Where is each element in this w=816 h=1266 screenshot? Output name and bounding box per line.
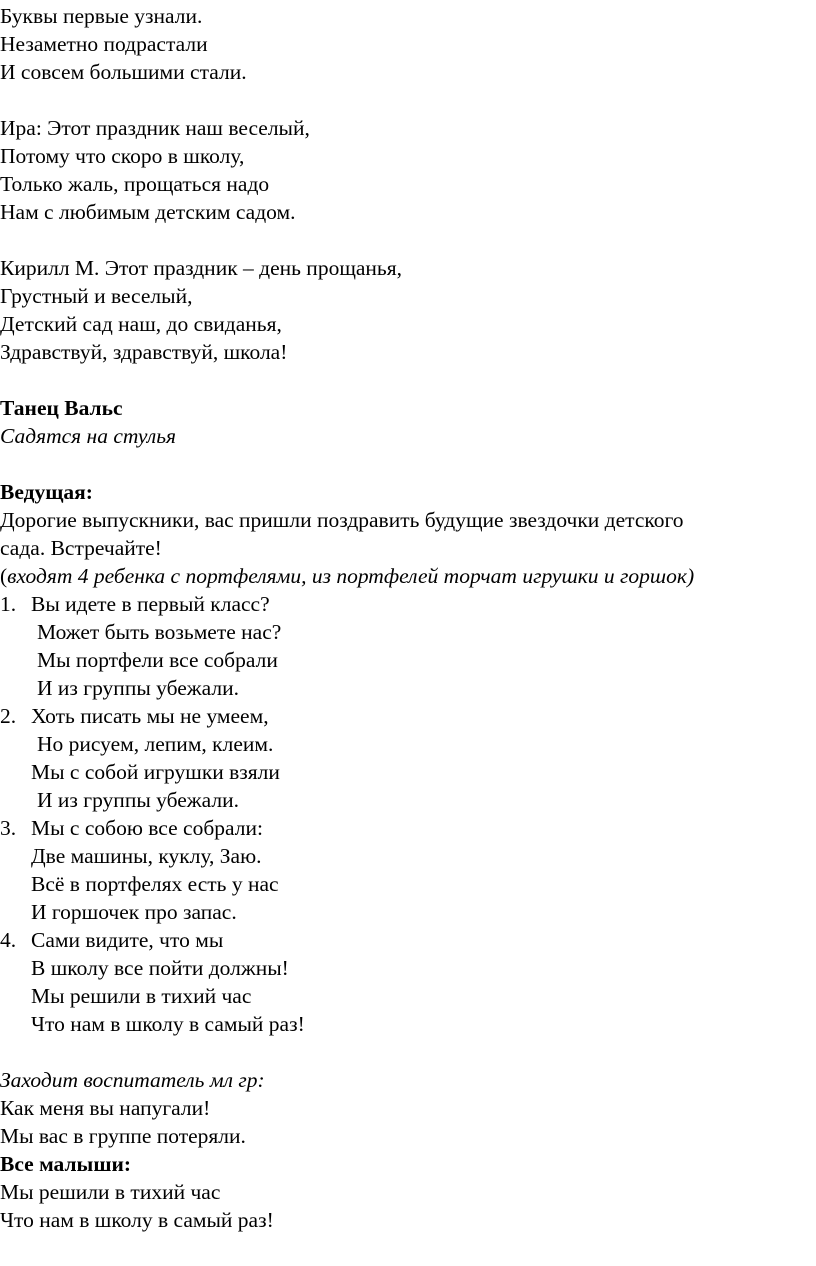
- kirill-line-4: Здравствуй, здравствуй, школа!: [0, 340, 288, 364]
- verse-3-line-1: Мы с собою все собрали:: [31, 816, 263, 840]
- verse-3-line-3: Всё в портфелях есть у нас: [31, 872, 279, 896]
- ira-line-3: Только жаль, прощаться надо: [0, 172, 270, 196]
- verse-1-line-4: И из группы убежали.: [37, 676, 240, 700]
- verse-4-line-3: Мы решили в тихий час: [31, 984, 252, 1008]
- intro-line-3: И совсем большими стали.: [0, 60, 247, 84]
- host-direction: [0, 562, 694, 590]
- kids-line-2: Что нам в школу в самый раз!: [0, 1208, 274, 1232]
- ira-line-4: Нам с любимым детским садом.: [0, 200, 296, 224]
- teacher-direction: Заходит воспитатель мл гр:: [0, 1068, 265, 1092]
- verse-1-line-1: Вы идете в первый класс?: [31, 592, 270, 616]
- verse-2-line-4: И из группы убежали.: [37, 788, 240, 812]
- verse-1-line-3: Мы портфели все собрали: [37, 648, 278, 672]
- verse-3-line-2: Две машины, куклу, Заю.: [31, 844, 262, 868]
- verse-3-line-4: И горшочек про запас.: [31, 900, 237, 924]
- kirill-line-3: Детский сад наш, до свиданья,: [0, 312, 282, 336]
- kids-line-1: Мы решили в тихий час: [0, 1180, 221, 1204]
- teacher-line-1: Как меня вы напугали!: [0, 1096, 211, 1120]
- kirill-line-2: Грустный и веселый,: [0, 284, 193, 308]
- verse-2-line-1: Хоть писать мы не умеем,: [31, 704, 269, 728]
- verse-1-line-2: Может быть возьмете нас?: [37, 620, 282, 644]
- kids-label: Все малыши:: [0, 1152, 132, 1176]
- host-direction-text: входят 4 ребенка с портфелями, из портфелей торчат игрушки и горшок): [7, 564, 695, 588]
- kirill-line-1: Кирилл М. Этот праздник – день прощанья,: [0, 256, 402, 280]
- verse-4-line-4: Что нам в школу в самый раз!: [31, 1012, 305, 1036]
- host-line-1: Дорогие выпускники, вас пришли поздравить будущие звездочки детского: [0, 508, 684, 532]
- host-label: Ведущая:: [0, 480, 93, 504]
- intro-line-2: Незаметно подрастали: [0, 32, 208, 56]
- host-direction-paren: (: [0, 564, 8, 588]
- verse-1-number: 1.: [0, 592, 17, 616]
- verse-2-line-2: Но рисуем, лепим, клеим.: [37, 732, 274, 756]
- verse-3-number: 3.: [0, 816, 17, 840]
- intro-line-1: Буквы первые узнали.: [0, 4, 203, 28]
- ira-line-1: Ира: Этот праздник наш веселый,: [0, 116, 310, 140]
- verse-4-number: 4.: [0, 928, 17, 952]
- verse-2-line-3: Мы с собой игрушки взяли: [31, 760, 280, 784]
- dance-direction: Садятся на стулья: [0, 424, 176, 448]
- teacher-line-2: Мы вас в группе потеряли.: [0, 1124, 246, 1148]
- verse-4-line-1: Сами видите, что мы: [31, 928, 224, 952]
- dance-title: Танец Вальс: [0, 396, 123, 420]
- verse-4-line-2: В школу все пойти должны!: [31, 956, 289, 980]
- host-line-2: сада. Встречайте!: [0, 536, 162, 560]
- verse-2-number: 2.: [0, 704, 17, 728]
- ira-line-2: Потому что скоро в школу,: [0, 144, 245, 168]
